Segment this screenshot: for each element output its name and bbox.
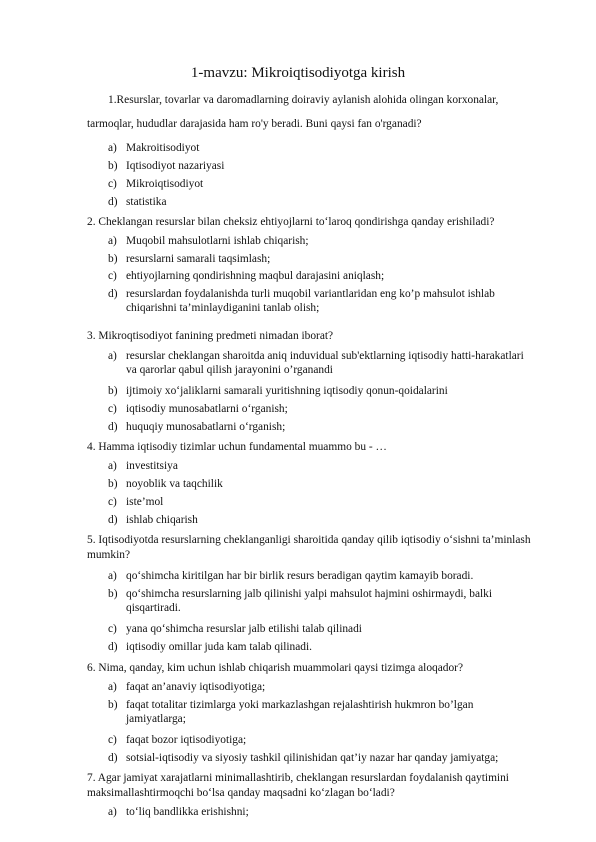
option-marker: c): [108, 403, 117, 415]
question-4-line: 4. Hamma iqtisodiy tizimlar uchun fundamental muammo bu - …: [87, 441, 387, 453]
option-marker: b): [108, 699, 118, 711]
option-text: [126, 177, 556, 191]
option-text: [126, 234, 556, 248]
option-text-line: faqat totalitar tizimlarga yoki markazlashgan rejalashtirish hukmron bo’lgan: [126, 699, 474, 711]
option-text: [126, 513, 556, 527]
option-text: [126, 733, 556, 747]
option-marker: d): [108, 752, 118, 764]
option-text-line: Mikroiqtisodiyot: [126, 178, 204, 190]
option-text: [126, 805, 556, 819]
option-text-line: ijtimoiy xo‘jaliklarni samarali yuritishning iqtisodiy qonun-qoidalarini: [126, 385, 448, 397]
question-2-line: 2. Cheklangan resurslar bilan cheksiz ehtiyojlarni to‘laroq qondirishga qanday erishiladi?: [87, 216, 495, 228]
option-text: [126, 252, 556, 266]
option-text-line: faqat bozor iqtisodiyotiga;: [126, 734, 247, 746]
question-5-line: mumkin?: [87, 549, 131, 561]
option-text: [126, 751, 556, 765]
option-marker: b): [108, 478, 118, 490]
question-1-line: tarmoqlar, hududlar darajasida ham ro'y beradi. Buni qaysi fan o'rganadi?: [87, 118, 422, 130]
option-text: [126, 159, 556, 173]
question-3-line: 3. Mikroqtisodiyot fanining predmeti nimadan iborat?: [87, 330, 334, 342]
option-text: [126, 569, 556, 583]
option-text: [126, 349, 556, 377]
option-text-line: Iqtisodiyot nazariyasi: [126, 160, 225, 172]
option-text-line: jamiyatlarga;: [126, 713, 186, 725]
option-text: [126, 287, 556, 315]
option-text-line: noyoblik va taqchilik: [126, 478, 223, 490]
option-text-line: to‘liq bandlikka erishishni;: [126, 806, 249, 818]
option-text-line: investitsiya: [126, 460, 178, 472]
option-text: [126, 587, 556, 615]
option-text-line: Muqobil mahsulotlarni ishlab chiqarish;: [126, 235, 309, 247]
option-text-line: chiqarishni ta’minlaydiganini tanlab olish;: [126, 302, 320, 314]
option-text-line: faqat an’anaviy iqtisodiyotiga;: [126, 681, 266, 693]
option-text-line: resurslardan foydalanishda turli muqobil variantlaridan eng ko’p mahsulot ishlab: [126, 288, 495, 300]
option-text-line: ishlab chiqarish: [126, 514, 198, 526]
option-text-line: qisqartiradi.: [126, 602, 181, 614]
question-5-line: 5. Iqtisodiyotda resurslarning cheklanganligi sharoitida qanday qilib iqtisodiy o‘sishni ta’minlash: [87, 534, 531, 546]
option-marker: b): [108, 253, 118, 265]
option-text: [126, 698, 556, 726]
option-text: [126, 477, 556, 491]
option-text: [126, 141, 556, 155]
option-marker: d): [108, 288, 118, 300]
option-text-line: qo‘shimcha resurslarning jalb qilinishi yalpi mahsulot hajmini oshirmaydi, balki: [126, 588, 493, 600]
option-text-line: resurslar cheklangan sharoitda aniq induvidual sub'ektlarning iqtisodiy hatti-harakatlari: [126, 350, 524, 362]
question-7-line: maksimallashtirmoqchi bo‘lsa qanday maqsadni ko‘zlagan bo‘ladi?: [87, 787, 395, 799]
option-text: [126, 459, 556, 473]
option-marker: c): [108, 178, 117, 190]
option-text-line: iste’mol: [126, 496, 164, 508]
option-marker: b): [108, 588, 118, 600]
option-marker: c): [108, 270, 117, 282]
option-marker: a): [108, 681, 117, 693]
option-text: [126, 269, 556, 283]
option-text: [126, 402, 556, 416]
option-text: [126, 640, 556, 654]
option-marker: d): [108, 514, 118, 526]
option-marker: c): [108, 496, 117, 508]
option-marker: a): [108, 806, 117, 818]
option-marker: a): [108, 570, 117, 582]
option-text-line: ehtiyojlarning qondirishning maqbul darajasini aniqlash;: [126, 270, 385, 282]
question-1-line: 1.Resurslar, tovarlar va daromadlarning doiraviy aylanish alohida olingan korxonalar,: [108, 94, 499, 106]
question-7-line: 7. Agar jamiyat xarajatlarni minimallashtirib, cheklangan resurslardan foydalanish qaytimini: [87, 772, 509, 784]
option-marker: a): [108, 460, 117, 472]
option-marker: b): [108, 160, 118, 172]
option-marker: d): [108, 196, 118, 208]
option-text-line: Makroitisodiyot: [126, 142, 200, 154]
option-marker: a): [108, 142, 117, 154]
option-marker: d): [108, 421, 118, 433]
option-text-line: yana qo‘shimcha resurslar jalb etilishi talab qilinadi: [126, 623, 362, 635]
option-text: [126, 384, 556, 398]
option-text: [126, 420, 556, 434]
option-marker: a): [108, 350, 117, 362]
page-title: 1-mavzu: Mikroiqtisodiyotga kirish: [190, 65, 406, 81]
option-text-line: va qarorlar qabul qilish jarayonini o’rganandi: [126, 364, 333, 376]
option-text: [126, 680, 556, 694]
option-text: [126, 195, 556, 209]
option-text: [126, 622, 556, 636]
option-text-line: iqtisodiy omillar juda kam talab qilinadi.: [126, 641, 313, 653]
option-marker: c): [108, 734, 117, 746]
option-text-line: sotsial-iqtisodiy va siyosiy tashkil qilinishidan qat’iy nazar har qanday jamiyatga;: [126, 752, 499, 764]
option-marker: c): [108, 623, 117, 635]
option-marker: a): [108, 235, 117, 247]
option-text-line: statistika: [126, 196, 167, 208]
option-marker: b): [108, 385, 118, 397]
option-text-line: huquqiy munosabatlarni o‘rganish;: [126, 421, 286, 433]
option-text-line: qo‘shimcha kiritilgan har bir birlik resurs beradigan qaytim kamayib boradi.: [126, 570, 474, 582]
option-text-line: resurslarni samarali taqsimlash;: [126, 253, 271, 265]
option-text: [126, 495, 556, 509]
question-6-line: 6. Nima, qanday, kim uchun ishlab chiqarish muammolari qaysi tizimga aloqador?: [87, 662, 464, 674]
option-text-line: iqtisodiy munosabatlarni o‘rganish;: [126, 403, 288, 415]
option-marker: d): [108, 641, 118, 653]
